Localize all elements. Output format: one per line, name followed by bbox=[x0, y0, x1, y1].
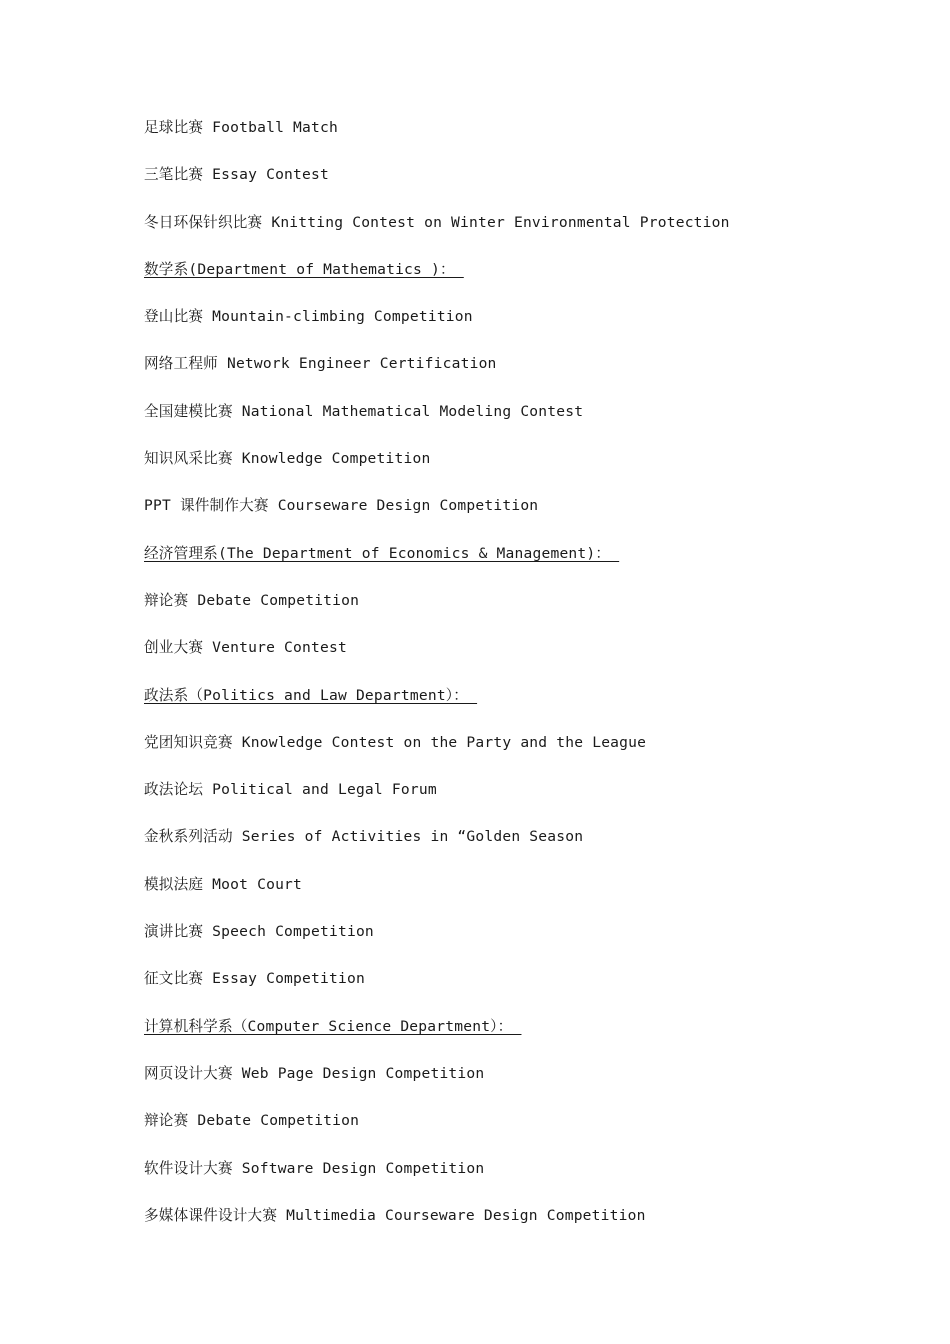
list-item-text: 演讲比赛 Speech Competition bbox=[144, 923, 374, 941]
list-item-text: 三笔比赛 Essay Contest bbox=[144, 166, 329, 184]
department-heading bbox=[144, 543, 904, 590]
list-item bbox=[144, 1110, 904, 1157]
department-heading bbox=[144, 259, 904, 306]
list-item-text: 全国建模比赛 National Mathematical Modeling Contest bbox=[144, 402, 584, 420]
document-body bbox=[144, 117, 904, 1252]
list-item-text: 多媒体课件设计大赛 Multimedia Courseware Design Competition bbox=[144, 1206, 646, 1224]
list-item bbox=[144, 448, 904, 495]
department-heading-text: 计算机科学系（Computer Science Department）： bbox=[144, 1017, 522, 1035]
department-heading-text: 经济管理系(The Department of Economics & Management)： bbox=[144, 544, 620, 562]
department-heading bbox=[144, 685, 904, 732]
list-item-text: 网络工程师 Network Engineer Certification bbox=[144, 355, 497, 373]
list-item bbox=[144, 779, 904, 826]
list-item bbox=[144, 164, 904, 211]
list-item bbox=[144, 1205, 904, 1252]
list-item bbox=[144, 306, 904, 353]
list-item bbox=[144, 874, 904, 921]
list-item bbox=[144, 921, 904, 968]
list-item bbox=[144, 1158, 904, 1205]
list-item bbox=[144, 590, 904, 637]
list-item-text: 足球比赛 Football Match bbox=[144, 119, 338, 136]
list-item-text: 征文比赛 Essay Competition bbox=[144, 970, 365, 988]
list-item-text: 政法论坛 Political and Legal Forum bbox=[144, 781, 437, 799]
list-item bbox=[144, 117, 904, 164]
list-item bbox=[144, 968, 904, 1015]
list-item-text: 知识风采比赛 Knowledge Competition bbox=[144, 450, 431, 468]
list-item bbox=[144, 826, 904, 873]
list-item-text: 金秋系列活动 Series of Activities in “Golden Season bbox=[144, 828, 584, 846]
list-item bbox=[144, 353, 904, 400]
list-item-text: 辩论赛 Debate Competition bbox=[144, 591, 360, 609]
list-item-text: 党团知识竞赛 Knowledge Contest on the Party and the League bbox=[144, 733, 647, 751]
list-item-text: PPT 课件制作大赛 Courseware Design Competition bbox=[144, 497, 539, 515]
list-item bbox=[144, 212, 904, 259]
list-item bbox=[144, 637, 904, 684]
list-item bbox=[144, 732, 904, 779]
list-item-text: 创业大赛 Venture Contest bbox=[144, 639, 347, 657]
list-item bbox=[144, 495, 904, 542]
list-item-text: 模拟法庭 Moot Court bbox=[144, 875, 303, 893]
list-item bbox=[144, 1063, 904, 1110]
list-item-text: 登山比赛 Mountain-climbing Competition bbox=[144, 308, 473, 326]
list-item-text: 辩论赛 Debate Competition bbox=[144, 1112, 360, 1130]
department-heading-text: 政法系（Politics and Law Department）： bbox=[144, 686, 478, 704]
list-item-text: 冬日环保针织比赛 Knitting Contest on Winter Environmental Protection bbox=[144, 213, 730, 231]
list-item-text: 软件设计大赛 Software Design Competition bbox=[144, 1159, 485, 1177]
department-heading bbox=[144, 1016, 904, 1063]
list-item bbox=[144, 401, 904, 448]
list-item-text: 网页设计大赛 Web Page Design Competition bbox=[144, 1064, 485, 1082]
department-heading-text: 数学系(Department of Mathematics )： bbox=[144, 260, 464, 278]
